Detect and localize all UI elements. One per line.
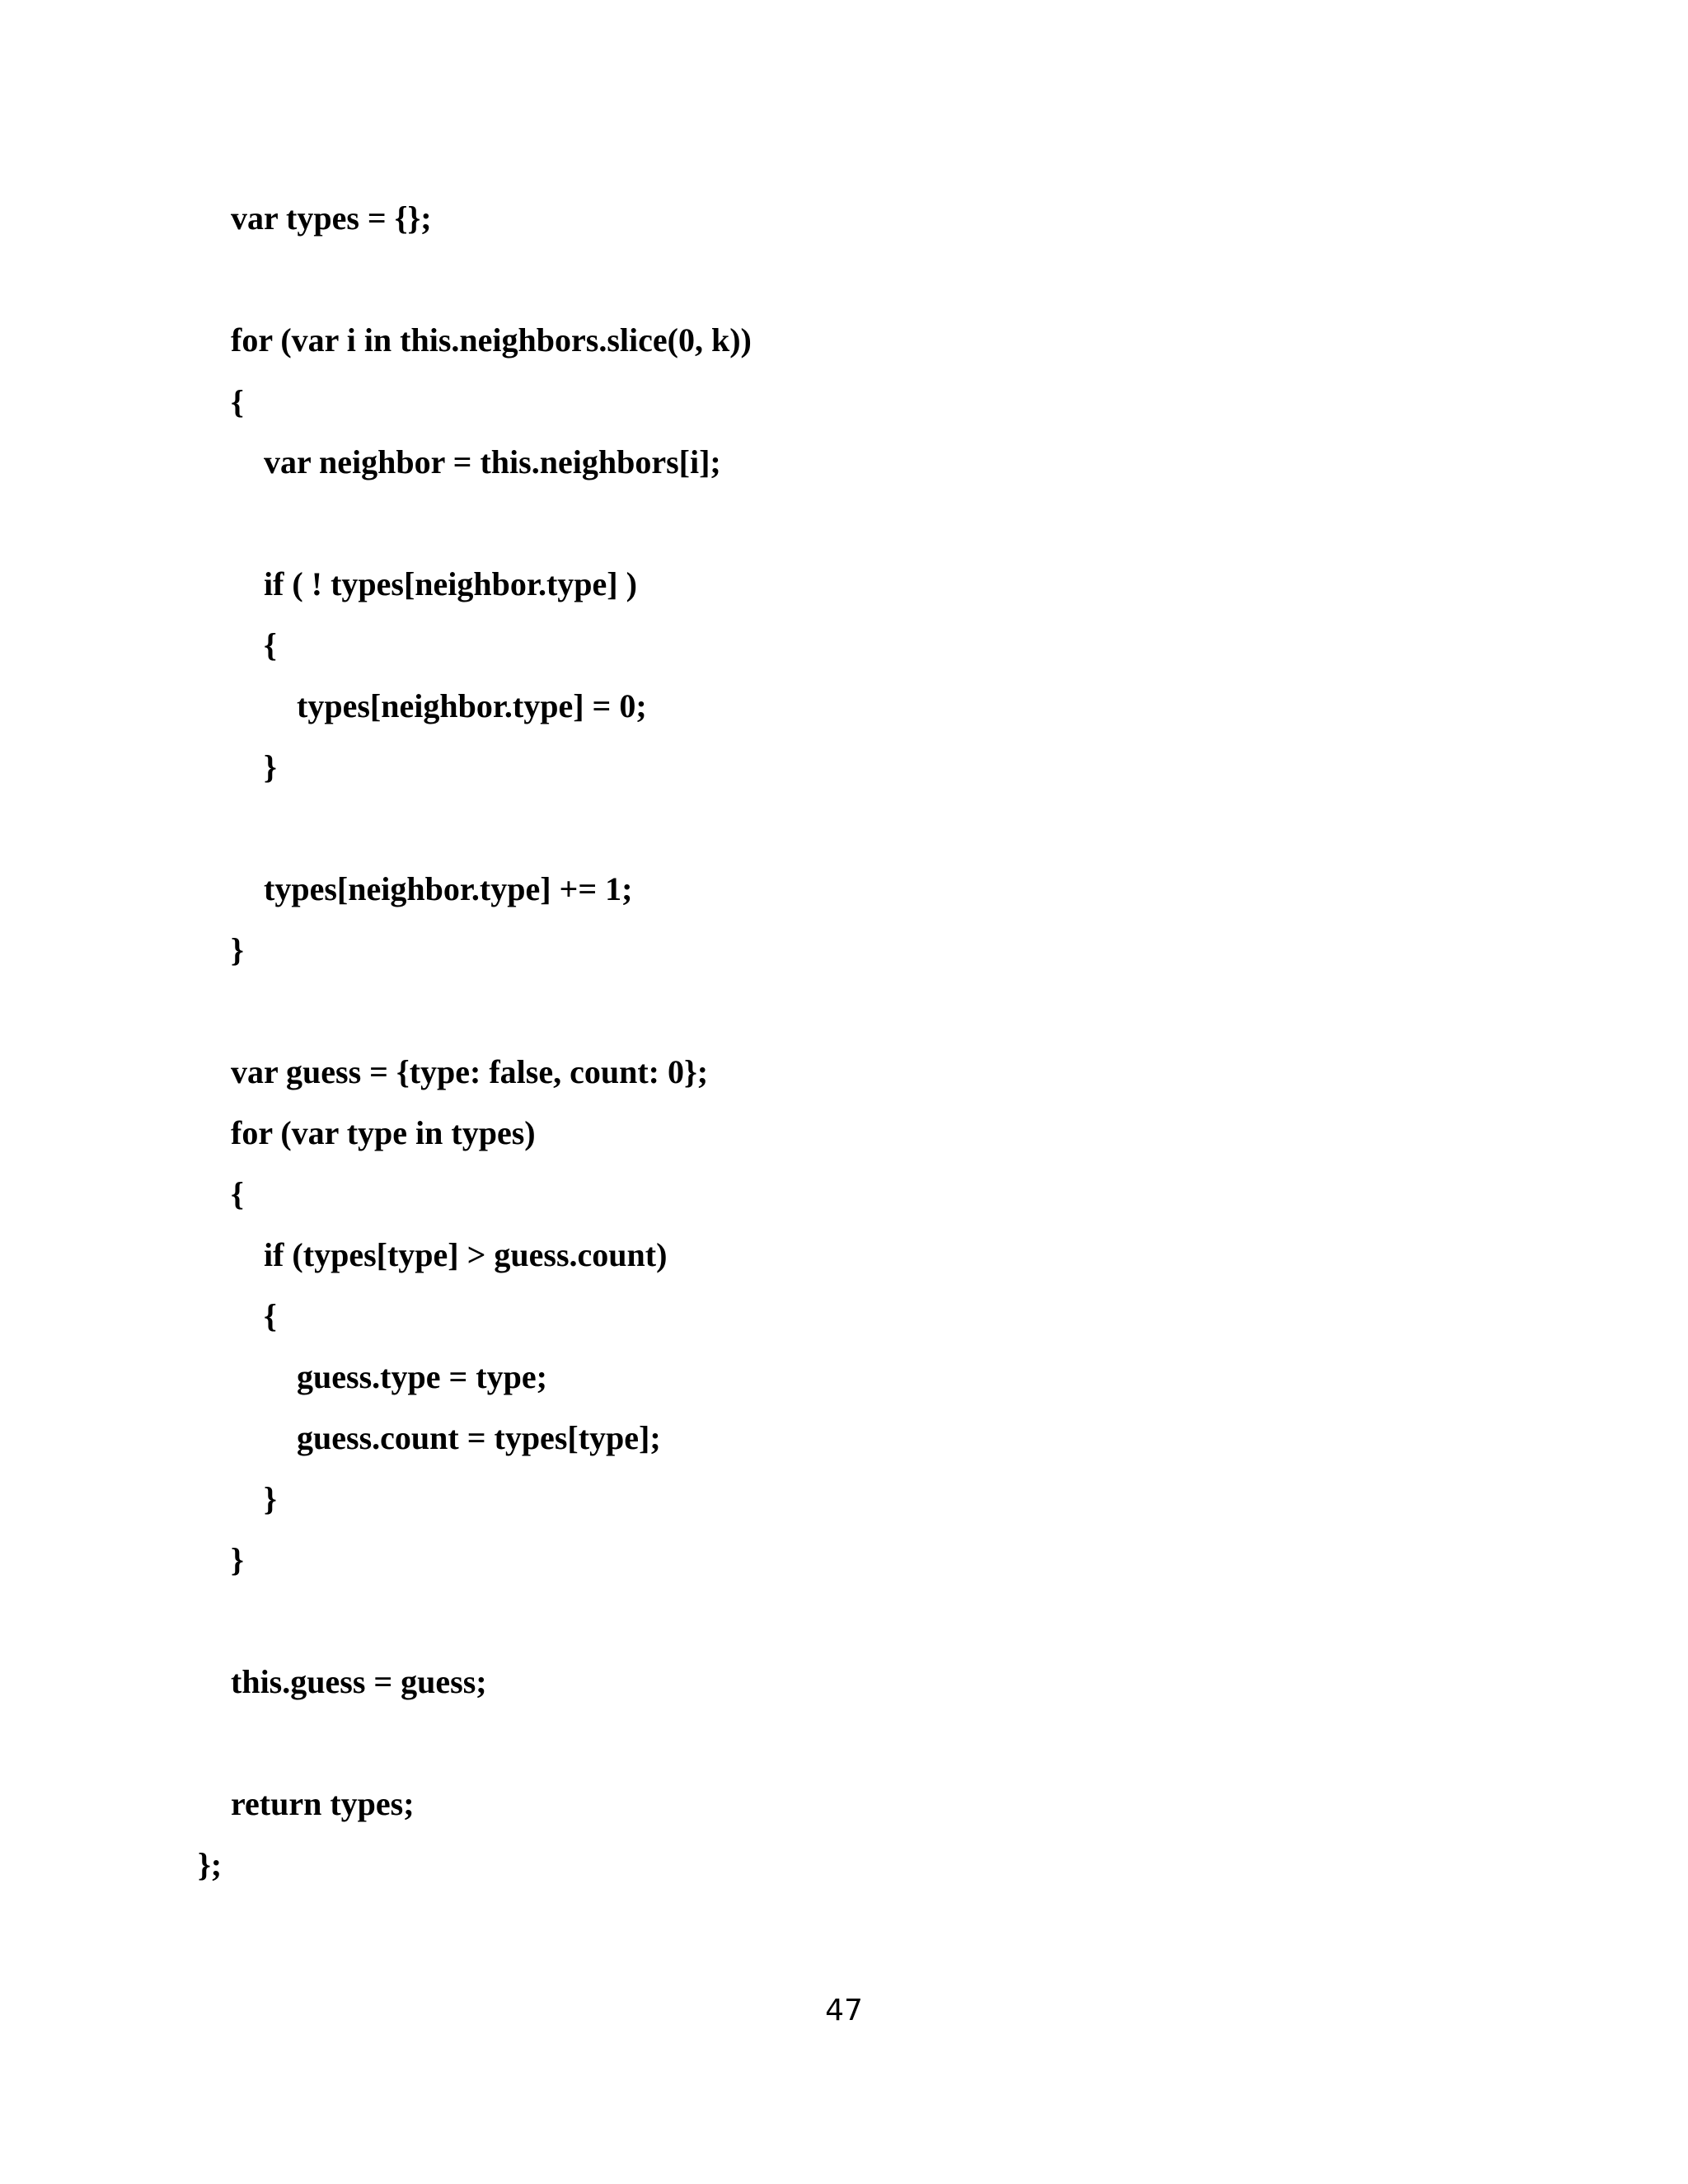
code-line: var neighbor = this.neighbors[i]; (264, 443, 721, 480)
code-line: for (var type in types) (231, 1114, 536, 1151)
code-line: types[neighbor.type] = 0; (297, 687, 647, 724)
code-line: var guess = {type: false, count: 0}; (231, 1053, 709, 1090)
code-line: return types; (231, 1785, 415, 1822)
code-line: { (231, 383, 244, 420)
code-line: for (var i in this.neighbors.slice(0, k)) (231, 321, 752, 359)
code-line: this.guess = guess; (231, 1663, 487, 1700)
code-line: { (264, 626, 277, 663)
code-line: guess.count = types[type]; (297, 1419, 661, 1456)
code-line: } (264, 1480, 277, 1517)
code-line: var types = {}; (231, 199, 432, 237)
code-line: { (231, 1175, 244, 1212)
code-line: { (264, 1297, 277, 1334)
code-line: } (231, 931, 244, 968)
code-line: types[neighbor.type] += 1; (264, 870, 633, 907)
code-line: } (231, 1541, 244, 1578)
code-line: if ( ! types[neighbor.type] ) (264, 565, 637, 602)
code-line: } (264, 748, 277, 785)
code-line: }; (198, 1846, 223, 1883)
code-line: if (types[type] > guess.count) (264, 1236, 668, 1273)
page-number: 47 (825, 1994, 863, 2027)
code-line: guess.type = type; (297, 1358, 547, 1395)
